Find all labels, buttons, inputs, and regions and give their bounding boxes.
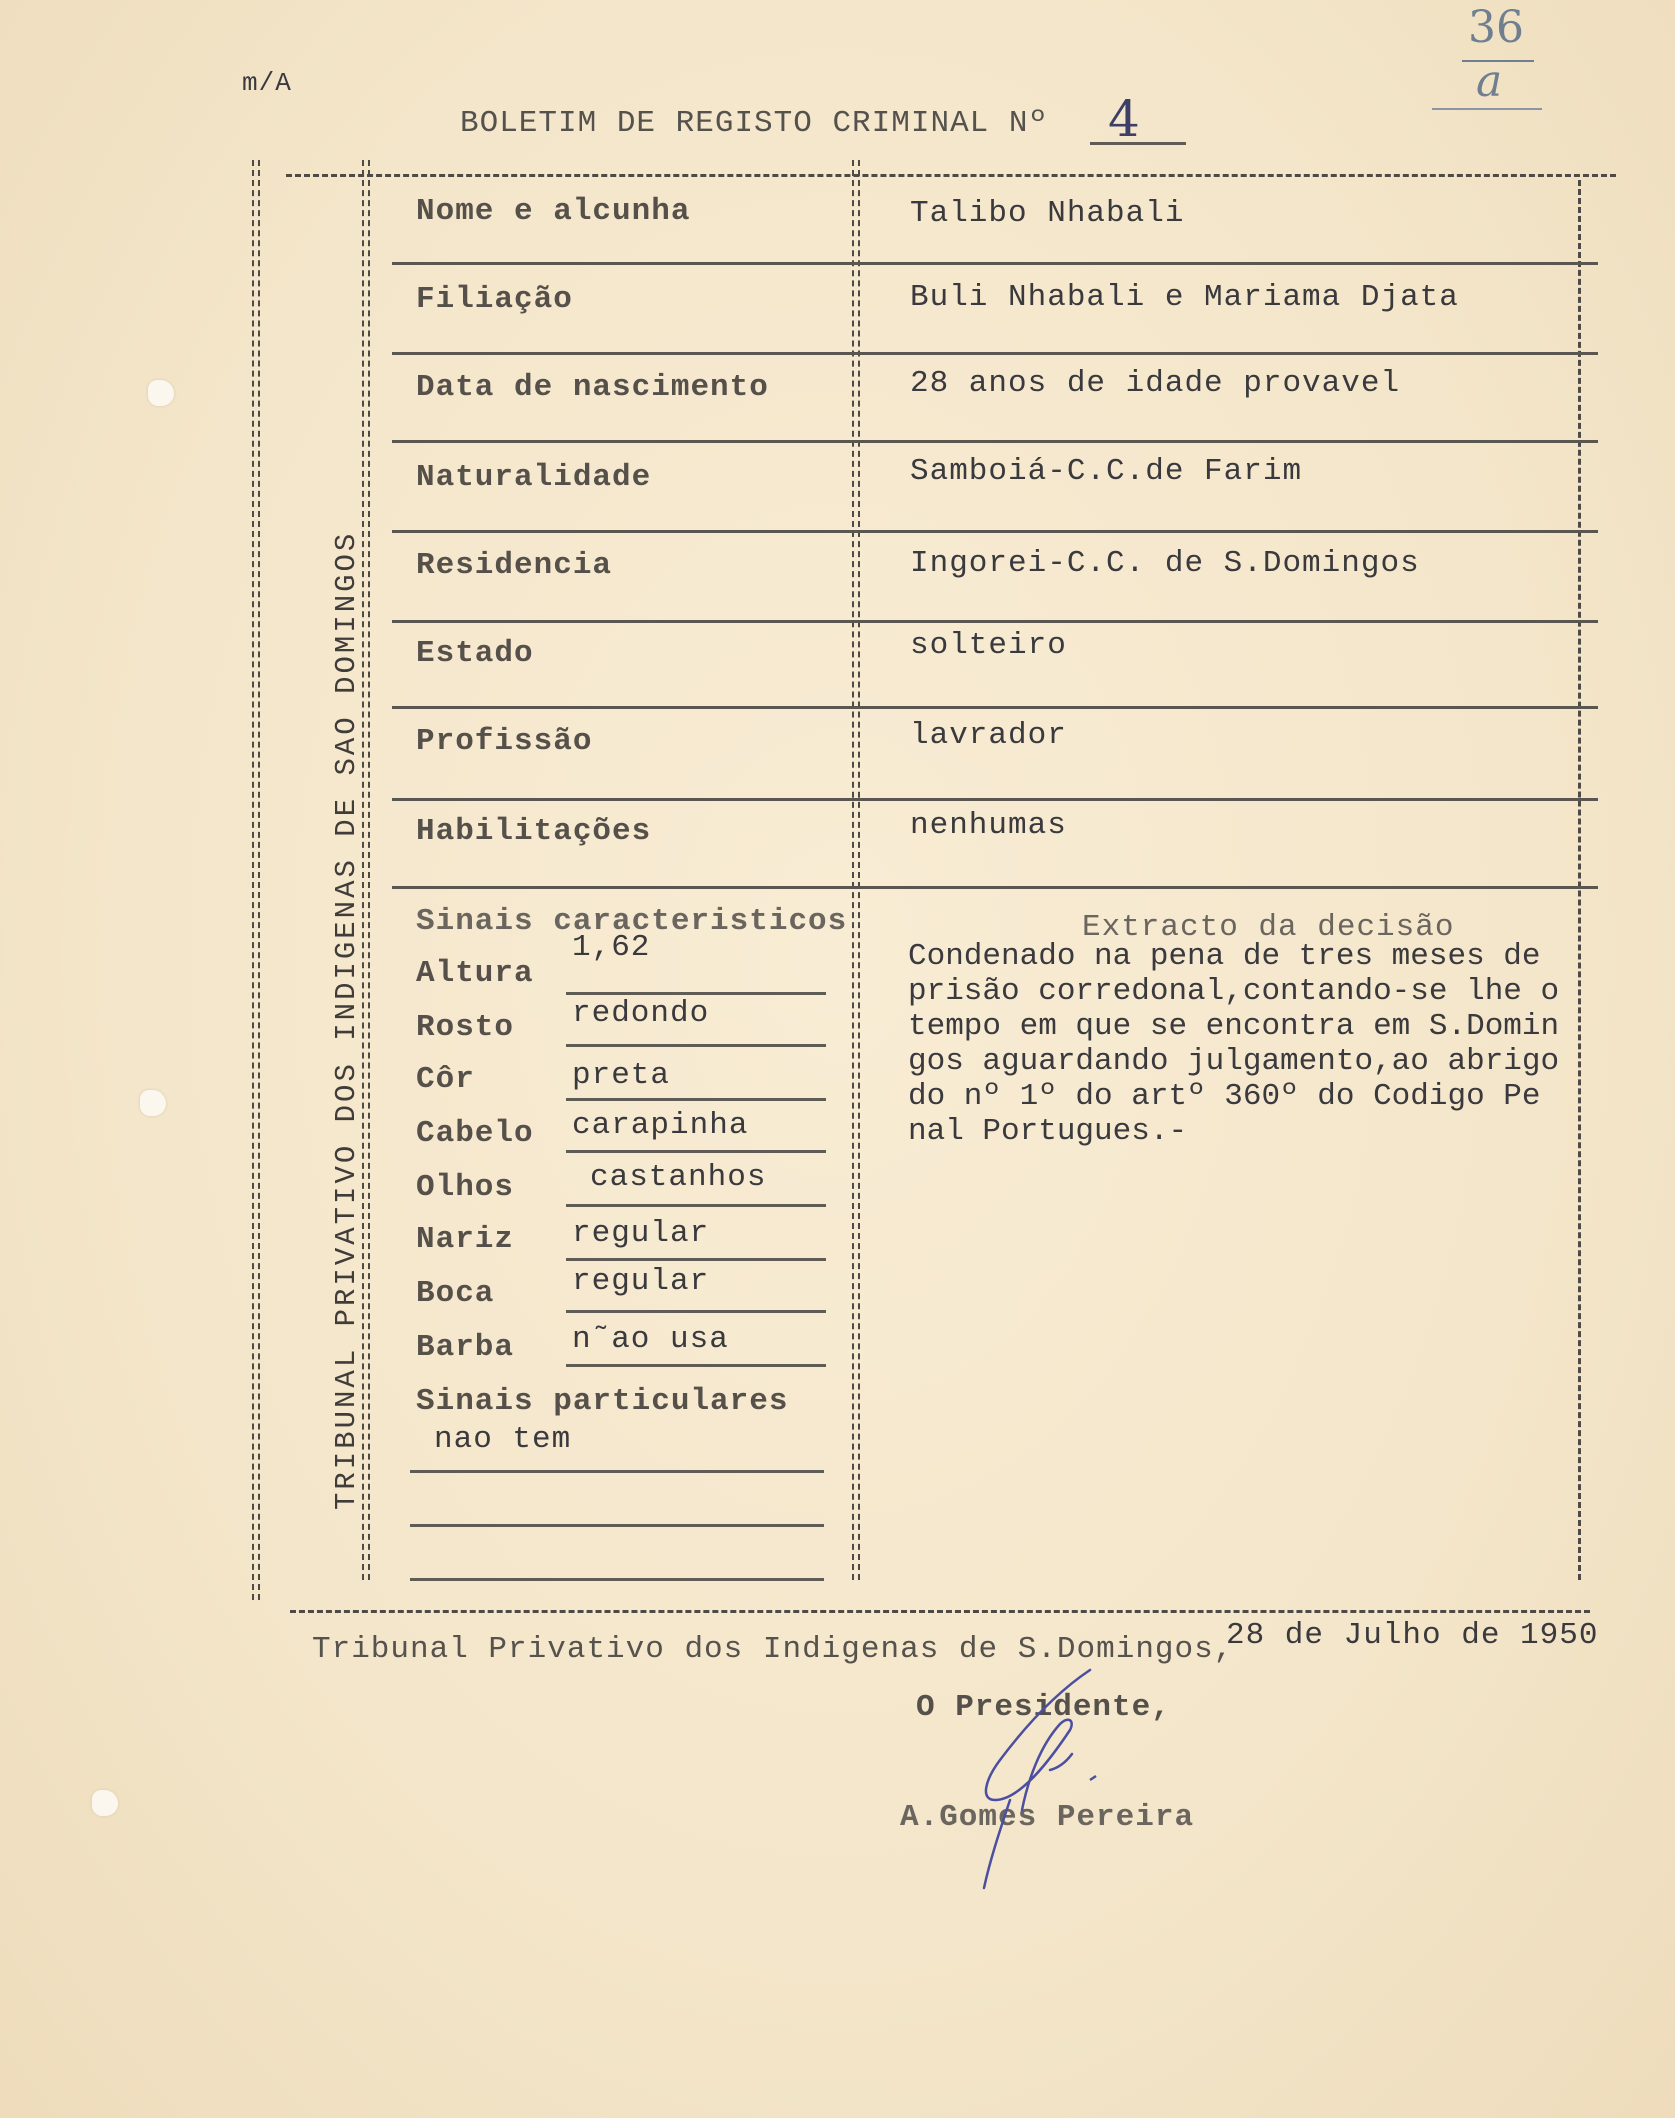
form-number-underline [1090, 142, 1186, 145]
particular-underline [410, 1470, 824, 1473]
footer-role: O Presidente, [916, 1690, 1171, 1725]
sign-underline [566, 1098, 826, 1101]
field-label-status: Estado [416, 636, 534, 671]
field-label-qualifications: Habilitações [416, 814, 652, 849]
row-divider [392, 620, 1598, 623]
field-label-residence: Residencia [416, 548, 613, 583]
sign-underline [566, 1150, 826, 1153]
frame-top-line [286, 174, 1616, 177]
extract-title: Extracto da decisão [1082, 910, 1455, 945]
particular-signs-value: nao tem [434, 1422, 572, 1457]
frame-bottom-line [290, 1610, 1590, 1613]
sign-label-colour: Côr [416, 1062, 475, 1097]
sign-label-face: Rosto [416, 1010, 515, 1045]
field-value-profession: lavrador [910, 718, 1067, 753]
inner-left-double-line [362, 160, 370, 1580]
field-value-birthplace: Samboiá-C.C.de Farim [910, 454, 1303, 489]
row-divider [392, 352, 1598, 355]
sign-label-eyes: Olhos [416, 1170, 515, 1205]
field-label-profession: Profissão [416, 724, 593, 759]
row-divider [392, 530, 1598, 533]
sign-value-nose: regular [572, 1216, 710, 1251]
footer-name: A.Gomes Pereira [900, 1800, 1195, 1835]
row-divider [392, 886, 1598, 889]
field-value-qualifications: nenhumas [910, 808, 1067, 843]
particular-signs-label: Sinais particulares [416, 1384, 789, 1419]
row-divider [392, 798, 1598, 801]
particular-underline [410, 1578, 824, 1581]
sign-value-beard: n˜ao usa [572, 1322, 729, 1357]
folio-number: 36 [1468, 2, 1524, 53]
sign-underline [566, 992, 826, 995]
sign-label-mouth: Boca [416, 1276, 495, 1311]
sign-underline [566, 1364, 826, 1367]
field-value-status: solteiro [910, 628, 1067, 663]
row-divider [392, 440, 1598, 443]
field-label-filiation: Filiação [416, 282, 573, 317]
field-label-birthplace: Naturalidade [416, 460, 652, 495]
president-signature [940, 1650, 1140, 1900]
signs-heading: Sinais caracteristicos [416, 904, 848, 939]
footer-place: Tribunal Privativo dos Indigenas de S.Domingos, [312, 1632, 1234, 1667]
frame-right-line [1578, 180, 1581, 1580]
form-title: BOLETIM DE REGISTO CRIMINAL Nº [460, 106, 1049, 141]
extract-text: Condenado na pena de tres meses de prisão corredonal,contando-se lhe o tempo em que se encontra em S.Domin gos aguardando julgamento,ao abrigo do nº 1º do artº 360º do Codigo Pe nal Portugues.- [908, 939, 1560, 1149]
punch-hole [148, 380, 174, 406]
sign-underline [566, 1258, 826, 1261]
form-number: 4 [1108, 90, 1140, 148]
field-value-birth: 28 anos de idade provavel [910, 366, 1401, 401]
sign-value-hair: carapinha [572, 1108, 749, 1143]
sign-value-mouth: regular [572, 1264, 710, 1299]
field-value-residence: Ingorei-C.C. de S.Domingos [910, 546, 1420, 581]
sign-underline [566, 1310, 826, 1313]
sign-label-beard: Barba [416, 1330, 515, 1365]
row-divider [392, 706, 1598, 709]
sign-value-colour: preta [572, 1058, 671, 1093]
punch-hole [140, 1090, 166, 1116]
court-side-title: TRIBUNAL PRIVATIVO DOS INDIGENAS DE SAO DOMINGOS [330, 530, 363, 1510]
footer-date: 28 de Julho de 1950 [1226, 1618, 1599, 1653]
sign-value-face: redondo [572, 996, 710, 1031]
sign-label-height: Altura [416, 956, 534, 991]
row-divider [392, 262, 1598, 265]
sign-value-height: 1,62 [572, 930, 651, 965]
center-double-line [852, 160, 860, 1580]
sign-label-nose: Nariz [416, 1222, 515, 1257]
field-label-birth: Data de nascimento [416, 370, 769, 405]
sign-underline [566, 1044, 826, 1047]
field-value-filiation: Buli Nhabali e Mariama Djata [910, 280, 1459, 315]
punch-hole [92, 1790, 118, 1816]
frame-left-double-line [252, 160, 260, 1600]
folio-subnumber: a [1476, 56, 1503, 107]
sign-underline [566, 1204, 826, 1207]
field-value-name: Talibo Nhabali [910, 196, 1185, 231]
folio-underline [1432, 108, 1542, 110]
particular-underline [410, 1524, 824, 1527]
sign-label-hair: Cabelo [416, 1116, 534, 1151]
sign-value-eyes: castanhos [590, 1160, 767, 1195]
top-left-mark: m/A [242, 68, 292, 98]
field-label-name: Nome e alcunha [416, 194, 691, 229]
